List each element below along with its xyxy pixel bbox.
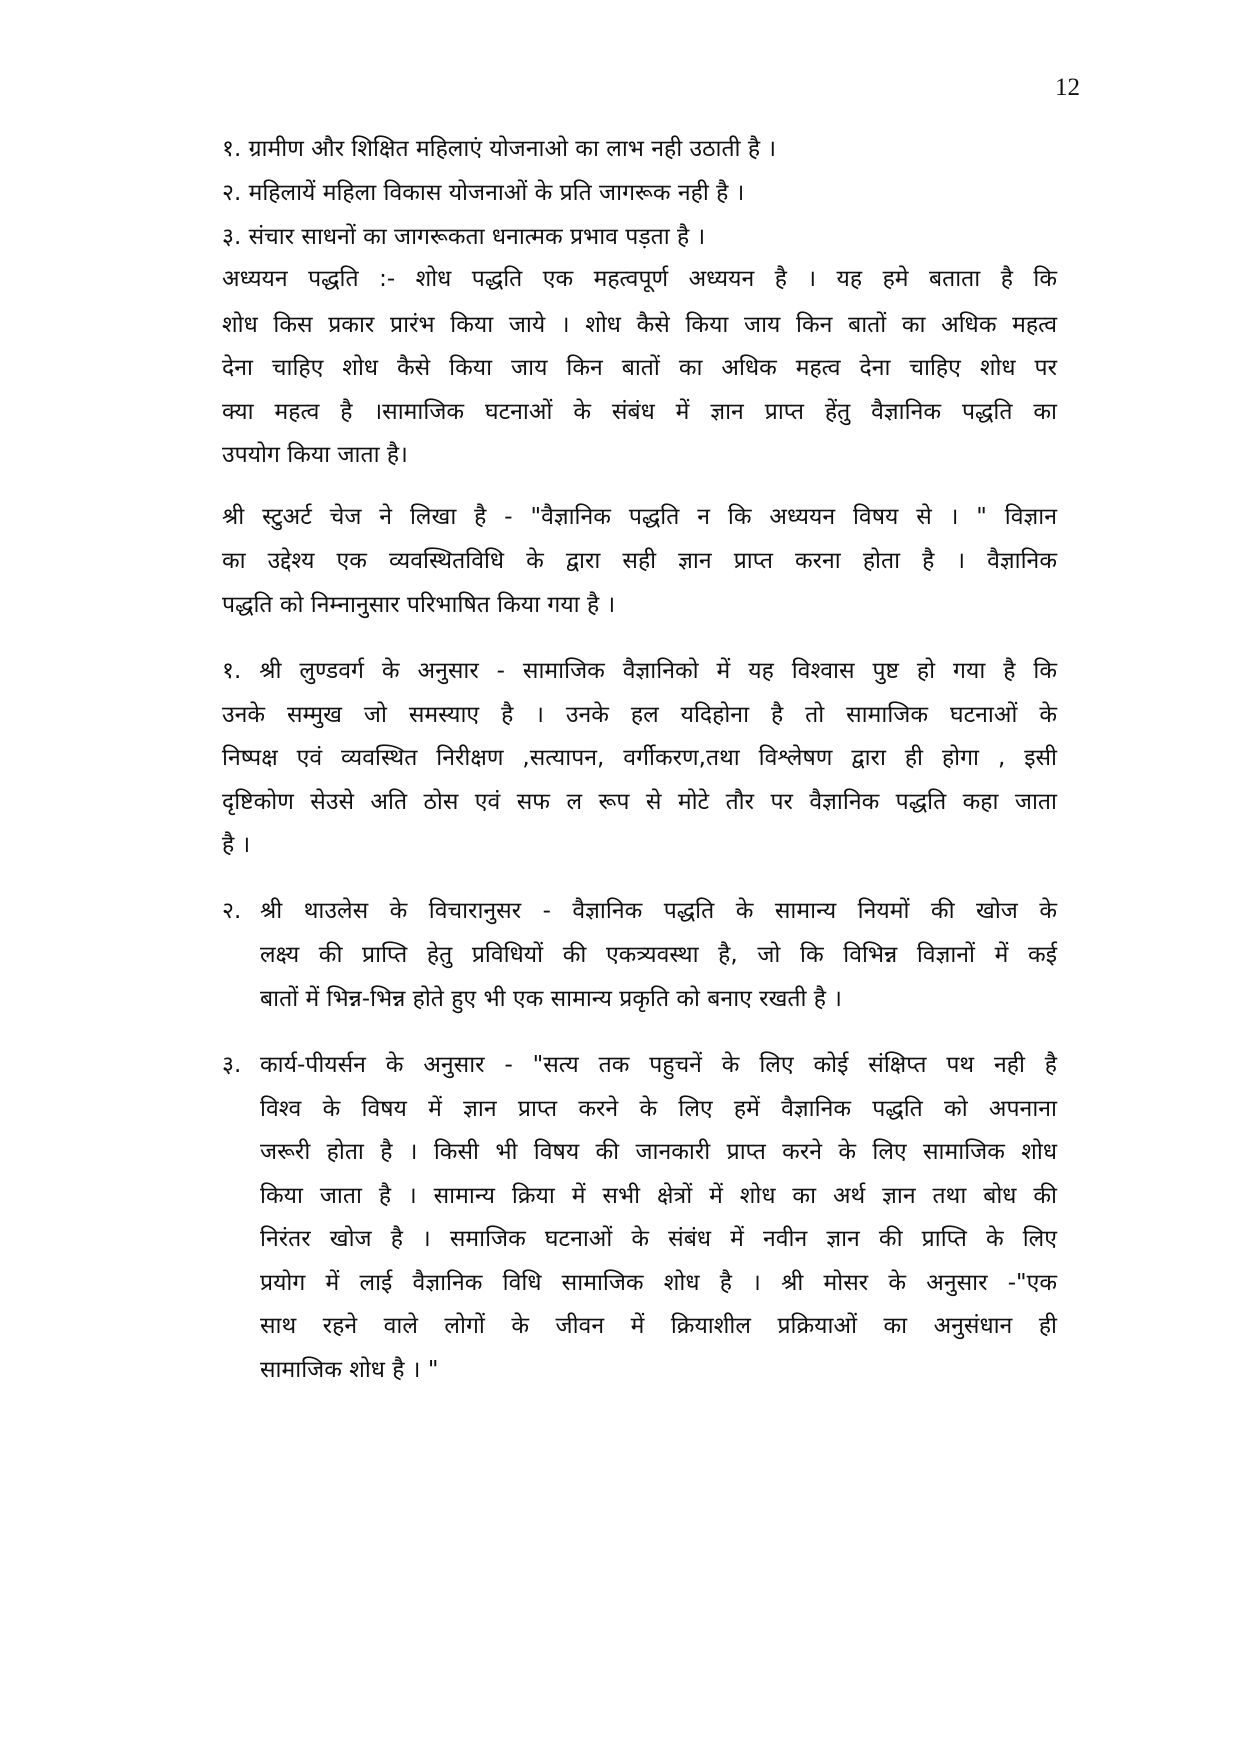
chase-line: का उद्देश्य एक व्यवस्थितविधि के द्वारा सही ज्ञान प्राप्त करना होता है । वैज्ञानिक	[222, 548, 1057, 574]
hypothesis-2: २. महिलायें महिला विकास योजनाओं के प्रति जागरूक नही है ।	[222, 180, 745, 206]
definition-3-number: ३.	[222, 1052, 242, 1078]
definition-3-line: जरूरी होता है । किसी भी विषय की जानकारी प्राप्त करने के लिए सामाजिक शोध	[260, 1139, 1057, 1165]
definition-2-line: लक्ष्य की प्राप्ति हेतु प्रविधियों की एकत्र्यवस्था है, जो कि विभिन्न विज्ञानों में कई	[260, 942, 1057, 968]
methodology-line: क्या महत्व है ।सामाजिक घटनाओं के संबंध में ज्ञान प्राप्त हेंतु वैज्ञानिक पद्धति का	[222, 399, 1057, 425]
chase-line: पद्धति को निम्नानुसार परिभाषित किया गया है ।	[222, 592, 616, 618]
definition-1-line: १. श्री लुण्डवर्ग के अनुसार - सामाजिक वैज्ञानिको में यह विश्वास पुष्ट हो गया है कि	[222, 658, 1057, 684]
methodology-line: देना चाहिए शोध कैसे किया जाय किन बातों का अधिक महत्व देना चाहिए शोध पर	[222, 355, 1057, 381]
definition-3-line: विश्व के विषय में ज्ञान प्राप्त करने के लिए हमें वैज्ञानिक पद्धति को अपनाना	[260, 1096, 1057, 1122]
definition-3-line: साथ रहने वाले लोगों के जीवन में क्रियाशील प्रक्रियाओं का अनुसंधान ही	[260, 1313, 1057, 1339]
definition-1-line: निष्पक्ष एवं व्यवस्थित निरीक्षण ,सत्यापन, वर्गीकरण,तथा विश्लेषण द्वारा ही होगा , इसी	[222, 745, 1057, 771]
methodology-line: शोध किस प्रकार प्रारंभ किया जाये । शोध कैसे किया जाय किन बातों का अधिक महत्व	[222, 312, 1057, 338]
definition-1-line: दृष्टिकोण सेउसे अति ठोस एवं सफ ल रूप से मोटे तौर पर वैज्ञानिक पद्धति कहा जाता	[222, 789, 1057, 815]
definition-2-number: २.	[222, 898, 242, 924]
definition-3-line: किया जाता है । सामान्य क्रिया में सभी क्षेत्रों में शोध का अर्थ ज्ञान तथा बोध की	[260, 1183, 1057, 1209]
definition-3-line: प्रयोग में लाई वैज्ञानिक विधि सामाजिक शोध है । श्री मोसर के अनुसार -"एक	[260, 1270, 1057, 1296]
hypothesis-3: ३. संचार साधनों का जागरूकता धनात्मक प्रभाव पड़ता है ।	[222, 224, 706, 250]
definition-1-line: है ।	[222, 832, 251, 858]
definition-3-line: सामाजिक शोध है । "	[260, 1357, 439, 1383]
definition-3-line: कार्य-पीयर्सन के अनुसार - "सत्य तक पहुचनें के लिए कोई संक्षिप्त पथ नही है	[260, 1052, 1057, 1078]
chase-line: श्री स्टुअर्ट चेज ने लिखा है - "वैज्ञानिक पद्धति न कि अध्ययन विषय से । " विज्ञान	[222, 504, 1057, 530]
definition-2-line: श्री थाउलेस के विचारानुसर - वैज्ञानिक पद्धति के सामान्य नियमों की खोज के	[260, 898, 1057, 924]
definition-1-line: उनके सम्मुख जो समस्याए है । उनके हल यदिहोना है तो सामाजिक घटनाओं के	[222, 702, 1057, 728]
page-number: 12	[1055, 74, 1080, 101]
methodology-line: उपयोग किया जाता है।	[222, 442, 408, 468]
definition-3-line: निरंतर खोज है । समाजिक घटनाओं के संबंध में नवीन ज्ञान की प्राप्ति के लिए	[260, 1226, 1057, 1252]
methodology-line: अध्ययन पद्धति :- शोध पद्धति एक महत्वपूर्ण अध्ययन है । यह हमे बताता है कि	[222, 266, 1057, 292]
definition-2-line: बातों में भिन्न-भिन्न होते हुए भी एक सामान्य प्रकृति को बनाए रखती है ।	[260, 986, 843, 1012]
hypothesis-1: १. ग्रामीण और शिक्षित महिलाएं योजनाओ का लाभ नही उठाती है ।	[222, 136, 777, 162]
